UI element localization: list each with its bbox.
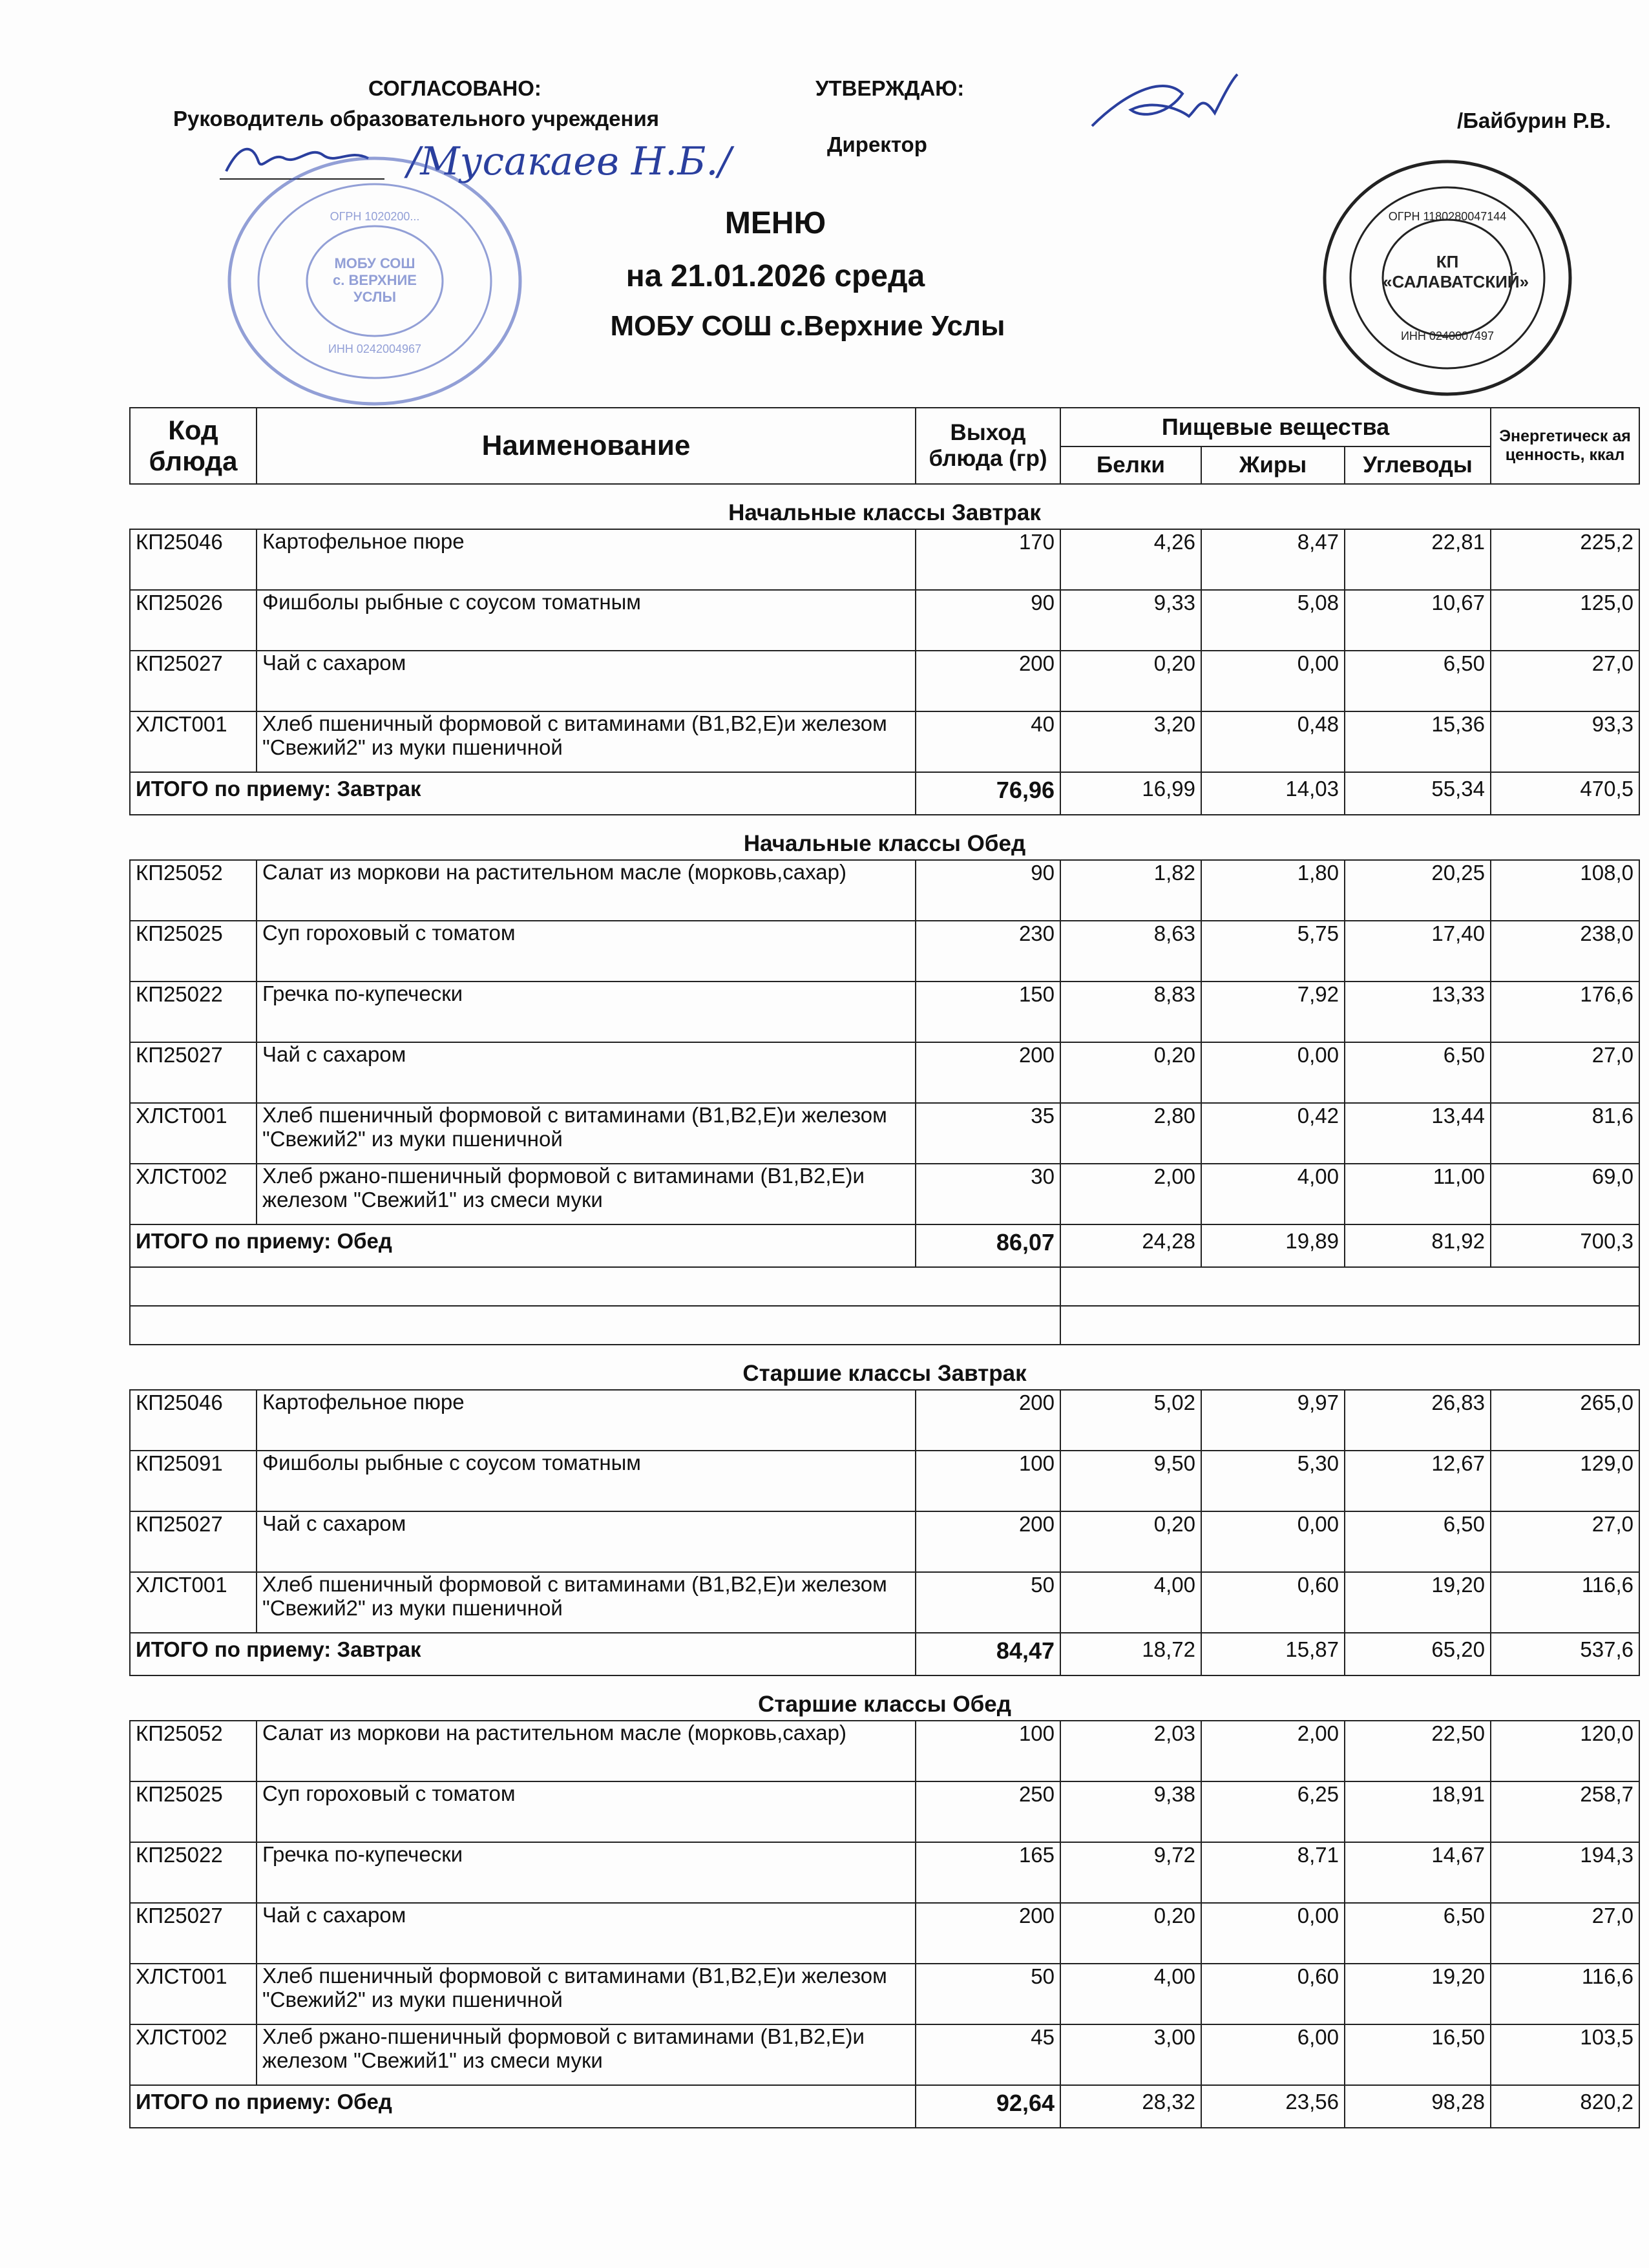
total-fats: 19,89 — [1201, 1224, 1345, 1267]
menu-table — [129, 407, 1640, 2128]
total-carbs: 81,92 — [1345, 1224, 1491, 1267]
school-name: МОБУ СОШ с.Верхние Услы — [610, 310, 1005, 342]
table-row — [130, 982, 1639, 1042]
dish-fats: 9,97 — [1201, 1390, 1345, 1451]
dish-energy: 27,0 — [1491, 1903, 1639, 1964]
dish-yield: 100 — [916, 1451, 1060, 1511]
dish-energy: 238,0 — [1491, 921, 1639, 982]
dish-name: Суп гороховый с томатом — [257, 921, 916, 982]
dish-code: КП25027 — [130, 1042, 257, 1103]
section-title: Начальные классы Завтрак — [130, 484, 1639, 529]
col-yield: Выход блюда (гр) — [916, 408, 1060, 484]
col-name: Наименование — [257, 408, 916, 484]
dish-fats: 8,47 — [1201, 529, 1345, 590]
dish-yield: 200 — [916, 1390, 1060, 1451]
dish-fats: 7,92 — [1201, 982, 1345, 1042]
dish-energy: 93,3 — [1491, 711, 1639, 772]
dish-code: КП25052 — [130, 1721, 257, 1781]
dish-proteins: 2,00 — [1060, 1164, 1201, 1224]
dish-yield: 50 — [916, 1572, 1060, 1633]
dish-yield: 200 — [916, 1042, 1060, 1103]
stamp-right-line3: ОГРН 1180280047144 — [1388, 210, 1507, 223]
dish-proteins: 0,20 — [1060, 1511, 1201, 1572]
dish-carbs: 19,20 — [1345, 1964, 1491, 2024]
stamp-left-line1: МОБУ СОШ — [334, 255, 415, 271]
dish-code: КП25022 — [130, 982, 257, 1042]
total-carbs: 65,20 — [1345, 1633, 1491, 1675]
dish-fats: 2,00 — [1201, 1721, 1345, 1781]
dish-code: КП25052 — [130, 860, 257, 921]
dish-carbs: 13,33 — [1345, 982, 1491, 1042]
dish-proteins: 0,20 — [1060, 1042, 1201, 1103]
dish-yield: 250 — [916, 1781, 1060, 1842]
dish-yield: 100 — [916, 1721, 1060, 1781]
dish-carbs: 10,67 — [1345, 590, 1491, 651]
dish-energy: 108,0 — [1491, 860, 1639, 921]
section-header — [130, 815, 1639, 860]
dish-carbs: 20,25 — [1345, 860, 1491, 921]
total-label: ИТОГО по приему: Обед — [130, 2085, 916, 2128]
dish-name: Суп гороховый с томатом — [257, 1781, 916, 1842]
blank-row — [130, 1306, 1639, 1345]
dish-carbs: 12,67 — [1345, 1451, 1491, 1511]
dish-fats: 0,42 — [1201, 1103, 1345, 1164]
dish-proteins: 9,33 — [1060, 590, 1201, 651]
dish-energy: 120,0 — [1491, 1721, 1639, 1781]
total-label: ИТОГО по приему: Обед — [130, 1224, 916, 1267]
dish-proteins: 8,63 — [1060, 921, 1201, 982]
total-weight: 84,47 — [916, 1633, 1060, 1675]
stamp-left-line4: ИНН 0242004967 — [328, 342, 422, 355]
dish-yield: 40 — [916, 711, 1060, 772]
dish-proteins: 4,00 — [1060, 1964, 1201, 2024]
total-label: ИТОГО по приему: Завтрак — [130, 1633, 916, 1675]
table-row — [130, 651, 1639, 711]
dish-yield: 200 — [916, 651, 1060, 711]
dish-energy: 27,0 — [1491, 651, 1639, 711]
total-fats: 14,03 — [1201, 772, 1345, 815]
dish-energy: 225,2 — [1491, 529, 1639, 590]
dish-name: Картофельное пюре — [257, 529, 916, 590]
table-row — [130, 1842, 1639, 1903]
dish-yield: 230 — [916, 921, 1060, 982]
dish-yield: 90 — [916, 860, 1060, 921]
dish-fats: 0,00 — [1201, 1903, 1345, 1964]
dish-yield: 150 — [916, 982, 1060, 1042]
stamp-left-line3: ОГРН 1020200... — [330, 210, 420, 223]
dish-name: Фишболы рыбные с соусом томатным — [257, 1451, 916, 1511]
dish-name: Салат из моркови на растительном масле (морковь,сахар) — [257, 860, 916, 921]
dish-code: КП25027 — [130, 1903, 257, 1964]
page-title: МЕНЮ — [724, 206, 826, 240]
dish-yield: 170 — [916, 529, 1060, 590]
dish-energy: 27,0 — [1491, 1511, 1639, 1572]
dish-carbs: 14,67 — [1345, 1842, 1491, 1903]
table-row — [130, 1511, 1639, 1572]
total-carbs: 98,28 — [1345, 2085, 1491, 2128]
dish-name: Картофельное пюре — [257, 1390, 916, 1451]
total-proteins: 16,99 — [1060, 772, 1201, 815]
section-header — [130, 484, 1639, 529]
total-fats: 15,87 — [1201, 1633, 1345, 1675]
table-row — [130, 1042, 1639, 1103]
agreed-title: СОГЛАСОВАНО: — [368, 76, 541, 100]
dish-fats: 8,71 — [1201, 1842, 1345, 1903]
dish-fats: 1,80 — [1201, 860, 1345, 921]
dish-energy: 129,0 — [1491, 1451, 1639, 1511]
total-energy: 537,6 — [1491, 1633, 1639, 1675]
dish-fats: 0,60 — [1201, 1572, 1345, 1633]
dish-code: КП25046 — [130, 1390, 257, 1451]
dish-code: КП25027 — [130, 1511, 257, 1572]
stamp-right-line1: КП — [1436, 252, 1459, 271]
col-nutrients: Пищевые вещества — [1060, 408, 1491, 446]
dish-proteins: 3,20 — [1060, 711, 1201, 772]
dish-yield: 50 — [916, 1964, 1060, 2024]
table-row — [130, 1964, 1639, 2024]
total-proteins: 24,28 — [1060, 1224, 1201, 1267]
table-row — [130, 1390, 1639, 1451]
total-energy: 700,3 — [1491, 1224, 1639, 1267]
dish-name: Чай с сахаром — [257, 1042, 916, 1103]
dish-proteins: 9,72 — [1060, 1842, 1201, 1903]
table-row — [130, 1164, 1639, 1224]
dish-name: Чай с сахаром — [257, 1903, 916, 1964]
total-row — [130, 1224, 1639, 1267]
dish-carbs: 6,50 — [1345, 1042, 1491, 1103]
blank-cell — [130, 1267, 1060, 1306]
blank-cell — [130, 1306, 1060, 1345]
dish-carbs: 17,40 — [1345, 921, 1491, 982]
dish-code: КП25026 — [130, 590, 257, 651]
blank-row — [130, 1267, 1639, 1306]
dish-name: Хлеб ржано-пшеничный формовой с витаминами (В1,В2,Е)и железом "Свежий1" из смеси муки — [257, 1164, 916, 1224]
dish-proteins: 0,20 — [1060, 651, 1201, 711]
dish-name: Хлеб пшеничный формовой с витаминами (В1,В2,Е)и железом "Свежий2" из муки пшеничной — [257, 1103, 916, 1164]
dish-fats: 0,60 — [1201, 1964, 1345, 2024]
dish-energy: 258,7 — [1491, 1781, 1639, 1842]
table-row — [130, 1903, 1639, 1964]
dish-fats: 0,48 — [1201, 711, 1345, 772]
total-energy: 470,5 — [1491, 772, 1639, 815]
dish-proteins: 9,50 — [1060, 1451, 1201, 1511]
dish-code: КП25022 — [130, 1842, 257, 1903]
total-proteins: 18,72 — [1060, 1633, 1201, 1675]
dish-carbs: 11,00 — [1345, 1164, 1491, 1224]
table-row — [130, 1572, 1639, 1633]
dish-name: Чай с сахаром — [257, 1511, 916, 1572]
dish-code: КП25027 — [130, 651, 257, 711]
dish-carbs: 6,50 — [1345, 1511, 1491, 1572]
dish-code: КП25025 — [130, 1781, 257, 1842]
dish-proteins: 8,83 — [1060, 982, 1201, 1042]
dish-energy: 69,0 — [1491, 1164, 1639, 1224]
dish-energy: 27,0 — [1491, 1042, 1639, 1103]
dish-energy: 116,6 — [1491, 1572, 1639, 1633]
dish-carbs: 6,50 — [1345, 1903, 1491, 1964]
dish-yield: 165 — [916, 1842, 1060, 1903]
dish-code: ХЛСТ001 — [130, 1103, 257, 1164]
dish-energy: 116,6 — [1491, 1964, 1639, 2024]
dish-yield: 45 — [916, 2024, 1060, 2085]
dish-yield: 35 — [916, 1103, 1060, 1164]
dish-energy: 103,5 — [1491, 2024, 1639, 2085]
dish-code: КП25025 — [130, 921, 257, 982]
dish-yield: 30 — [916, 1164, 1060, 1224]
dish-fats: 0,00 — [1201, 1042, 1345, 1103]
dish-proteins: 4,26 — [1060, 529, 1201, 590]
dish-fats: 0,00 — [1201, 651, 1345, 711]
dish-name: Салат из моркови на растительном масле (морковь,сахар) — [257, 1721, 916, 1781]
total-carbs: 55,34 — [1345, 772, 1491, 815]
dish-name: Хлеб пшеничный формовой с витаминами (В1,В2,Е)и железом "Свежий2" из муки пшеничной — [257, 1964, 916, 2024]
dish-proteins: 2,03 — [1060, 1721, 1201, 1781]
dish-energy: 81,6 — [1491, 1103, 1639, 1164]
table-row — [130, 711, 1639, 772]
dish-proteins: 4,00 — [1060, 1572, 1201, 1633]
section-title: Начальные классы Обед — [130, 815, 1639, 860]
dish-fats: 6,00 — [1201, 2024, 1345, 2085]
col-fats: Жиры — [1201, 446, 1345, 484]
total-row — [130, 1633, 1639, 1675]
dish-name: Чай с сахаром — [257, 651, 916, 711]
dish-fats: 5,75 — [1201, 921, 1345, 982]
signature-right — [1086, 68, 1241, 145]
dish-carbs: 19,20 — [1345, 1572, 1491, 1633]
dish-code: ХЛСТ001 — [130, 711, 257, 772]
dish-carbs: 15,36 — [1345, 711, 1491, 772]
blank-cell — [1060, 1306, 1639, 1345]
dish-name: Гречка по-купечески — [257, 1842, 916, 1903]
total-energy: 820,2 — [1491, 2085, 1639, 2128]
dish-proteins: 2,80 — [1060, 1103, 1201, 1164]
dish-carbs: 6,50 — [1345, 651, 1491, 711]
col-proteins: Белки — [1060, 446, 1201, 484]
approve-position: Директор — [827, 132, 927, 156]
dish-yield: 200 — [916, 1903, 1060, 1964]
dish-carbs: 16,50 — [1345, 2024, 1491, 2085]
dish-energy: 265,0 — [1491, 1390, 1639, 1451]
dish-name: Хлеб пшеничный формовой с витаминами (В1,В2,Е)и железом "Свежий2" из муки пшеничной — [257, 1572, 916, 1633]
dish-carbs: 26,83 — [1345, 1390, 1491, 1451]
dish-fats: 0,00 — [1201, 1511, 1345, 1572]
total-fats: 23,56 — [1201, 2085, 1345, 2128]
total-row — [130, 2085, 1639, 2128]
dish-code: ХЛСТ001 — [130, 1572, 257, 1633]
menu-date: на 21.01.2026 среда — [625, 259, 925, 293]
total-row — [130, 772, 1639, 815]
dish-proteins: 1,82 — [1060, 860, 1201, 921]
dish-fats: 5,08 — [1201, 590, 1345, 651]
dish-code: КП25046 — [130, 529, 257, 590]
total-weight: 92,64 — [916, 2085, 1060, 2128]
dish-energy: 194,3 — [1491, 1842, 1639, 1903]
dish-name: Хлеб ржано-пшеничный формовой с витаминами (В1,В2,Е)и железом "Свежий1" из смеси муки — [257, 2024, 916, 2085]
dish-code: КП25091 — [130, 1451, 257, 1511]
table-row — [130, 2024, 1639, 2085]
dish-fats: 6,25 — [1201, 1781, 1345, 1842]
dish-proteins: 0,20 — [1060, 1903, 1201, 1964]
dish-code: ХЛСТ001 — [130, 1964, 257, 2024]
total-proteins: 28,32 — [1060, 2085, 1201, 2128]
total-label: ИТОГО по приему: Завтрак — [130, 772, 916, 815]
dish-energy: 176,6 — [1491, 982, 1639, 1042]
section-header — [130, 1675, 1639, 1721]
menu-body — [130, 484, 1639, 2128]
approve-title: УТВЕРЖДАЮ: — [815, 76, 965, 100]
dish-fats: 5,30 — [1201, 1451, 1345, 1511]
col-energy: Энергетическ ая ценность, ккал — [1491, 408, 1639, 484]
total-weight: 86,07 — [916, 1224, 1060, 1267]
table-row — [130, 590, 1639, 651]
total-weight: 76,96 — [916, 772, 1060, 815]
table-row — [130, 529, 1639, 590]
dish-carbs: 13,44 — [1345, 1103, 1491, 1164]
dish-code: ХЛСТ002 — [130, 1164, 257, 1224]
dish-carbs: 22,81 — [1345, 529, 1491, 590]
dish-name: Фишболы рыбные с соусом томатным — [257, 590, 916, 651]
dish-carbs: 18,91 — [1345, 1781, 1491, 1842]
agreed-position: Руководитель образовательного учреждения — [173, 107, 659, 131]
stamp-right-line2: «САЛАВАТСКИЙ» — [1383, 272, 1529, 291]
approve-name: /Байбурин Р.В. — [1457, 109, 1612, 132]
dish-carbs: 22,50 — [1345, 1721, 1491, 1781]
col-code: Код блюда — [130, 408, 257, 484]
blank-cell — [1060, 1267, 1639, 1306]
section-header — [130, 1345, 1639, 1390]
table-row — [130, 1721, 1639, 1781]
table-row — [130, 860, 1639, 921]
dish-name: Хлеб пшеничный формовой с витаминами (В1,В2,Е)и железом "Свежий2" из муки пшеничной — [257, 711, 916, 772]
dish-code: ХЛСТ002 — [130, 2024, 257, 2085]
table-row — [130, 1781, 1639, 1842]
signature-name-left: /Мусакаев Н.Б./ — [407, 139, 731, 184]
section-title: Старшие классы Завтрак — [130, 1345, 1639, 1390]
dish-yield: 200 — [916, 1511, 1060, 1572]
table-row — [130, 1103, 1639, 1164]
stamp-right-line4: ИНН 0240007497 — [1400, 330, 1495, 342]
dish-proteins: 3,00 — [1060, 2024, 1201, 2085]
dish-fats: 4,00 — [1201, 1164, 1345, 1224]
stamp-left-line2: с. ВЕРХНИЕ УСЛЫ — [333, 272, 417, 305]
dish-yield: 90 — [916, 590, 1060, 651]
dish-energy: 125,0 — [1491, 590, 1639, 651]
dish-proteins: 5,02 — [1060, 1390, 1201, 1451]
table-row — [130, 921, 1639, 982]
section-title: Старшие классы Обед — [130, 1675, 1639, 1721]
dish-proteins: 9,38 — [1060, 1781, 1201, 1842]
col-carbs: Углеводы — [1345, 446, 1491, 484]
table-row — [130, 1451, 1639, 1511]
dish-name: Гречка по-купечески — [257, 982, 916, 1042]
